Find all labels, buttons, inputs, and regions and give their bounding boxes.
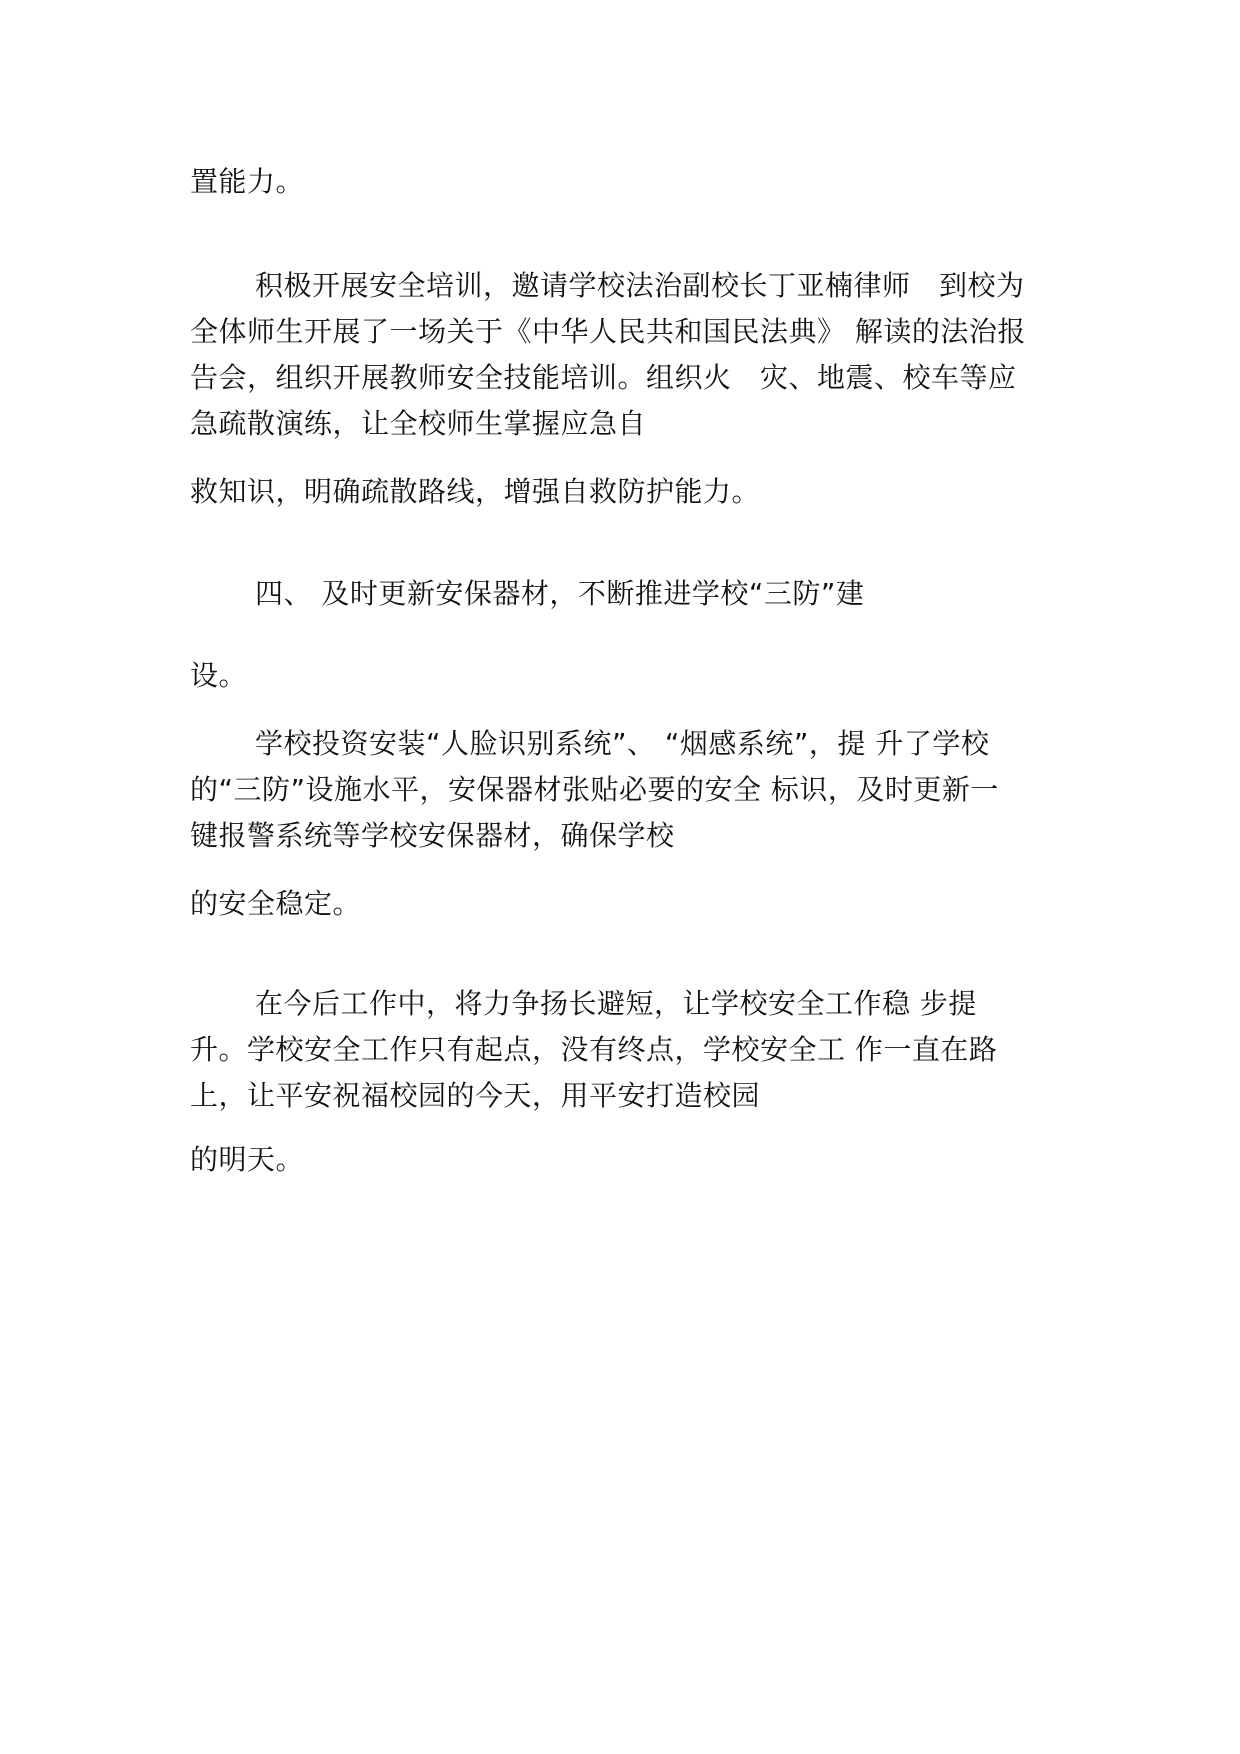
text-line: 置能力。 (190, 165, 305, 198)
text-line: 的“三防”设施水平，安保器材张贴必要的安全 标识，及时更新一 (190, 773, 999, 806)
text-line: 学校投资安装“人脸识别系统”、 “烟感系统”，提 升了学校 (255, 727, 990, 760)
text-line: 键报警系统等学校安保器材，确保学校 (190, 819, 675, 852)
text-line: 急疏散演练，让全校师生掌握应急自 (190, 407, 647, 440)
text-line: 的明天。 (190, 1143, 305, 1176)
section-heading: 四、 及时更新安保器材，不断推进学校“三防”建 (255, 577, 865, 610)
text-line: 上，让平安祝福校园的今天，用平安打造校园 (190, 1079, 761, 1112)
text-line: 救知识，明确疏散路线，增强自救防护能力。 (190, 475, 761, 508)
text-line: 全体师生开展了一场关于《中华人民共和国民法典》 解读的法治报 (190, 315, 1026, 348)
text-line: 升。学校安全工作只有起点，没有终点，学校安全工 作一直在路 (190, 1033, 998, 1066)
text-line: 在今后工作中，将力争扬长避短，让学校安全工作稳 步提 (255, 987, 977, 1020)
section-heading-continued: 设。 (190, 659, 248, 692)
text-line: 的安全稳定。 (190, 887, 362, 920)
text-line: 积极开展安全培训，邀请学校法治副校长丁亚楠律师 到校为 (255, 269, 1025, 302)
text-line: 告会，组织开展教师安全技能培训。组织火 灾、地震、校车等应 (190, 361, 1017, 394)
